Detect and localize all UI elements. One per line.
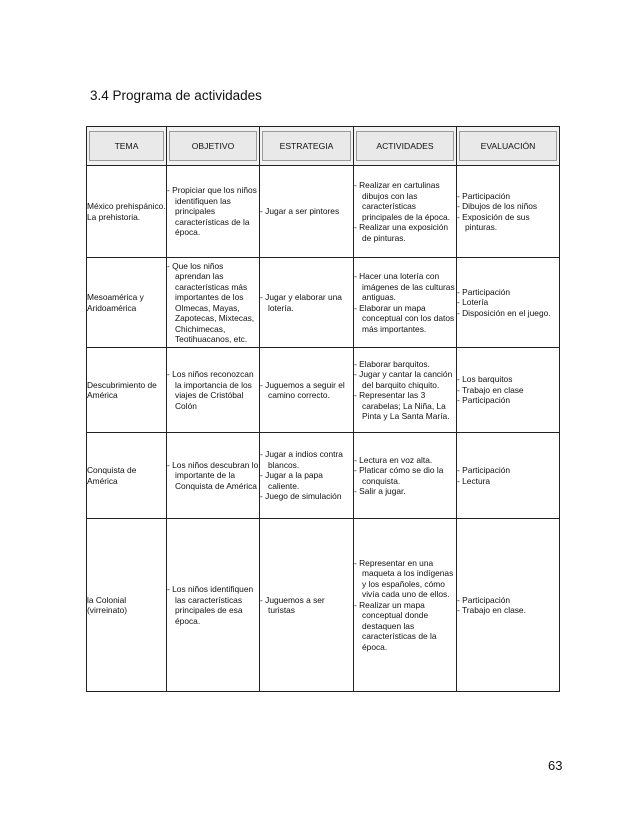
list-item: - Jugar a indios contra blancos. [260,449,353,470]
header-estrategia [260,127,354,166]
estrategia-list [260,449,353,502]
objetivo-cell [167,519,260,692]
evaluacion-cell [457,519,560,692]
header-objetivo [167,127,260,166]
estrategia-list [260,380,353,401]
objetivo-list [167,584,259,626]
table-row [87,166,560,258]
list-item: - Propiciar que los niños identifiquen las principales características de la época. [167,185,259,238]
list-item: - Platicar cómo se dio la conquista. [354,465,456,486]
estrategia-list [260,292,353,313]
list-item: - Hacer una lotería con imágenes de las culturas antiguas. [354,271,456,303]
header-evaluacion [457,127,560,166]
list-item: - Realizar una exposición de pinturas. [354,222,456,243]
actividades-list [354,271,456,334]
list-item: - Lectura en voz alta. [354,455,456,466]
objetivo-cell [167,348,260,433]
actividades-cell [354,433,457,519]
actividades-cell [354,348,457,433]
header-tema [87,127,167,166]
list-item: - Juego de simulación [260,491,353,502]
evaluacion-list [457,191,559,233]
evaluacion-cell [457,433,560,519]
header-actividades-label: ACTIVIDADES [356,131,454,161]
estrategia-cell [260,166,354,258]
list-item: - Elaborar un mapa conceptual con los datos más importantes. [354,303,456,335]
evaluacion-list [457,465,559,486]
table-row [87,433,560,519]
list-item: - Realizar un mapa conceptual donde destaquen las características de la época. [354,600,456,653]
list-item: - Lotería [457,297,559,308]
page-title: 3.4 Programa de actividades [90,88,262,103]
list-item: - Disposición en el juego. [457,308,559,319]
estrategia-cell [260,519,354,692]
objetivo-list [167,460,259,492]
actividades-cell [354,258,457,348]
tema-cell: México prehispánico. La prehistoria. [87,166,167,258]
actividades-cell [354,166,457,258]
list-item: - Los barquitos [457,374,559,385]
actividades-list [354,180,456,243]
list-item: - Participación [457,465,559,476]
objetivo-cell [167,433,260,519]
list-item: - Participación [457,595,559,606]
tema-cell: Mesoamérica y Aridoamérica [87,258,167,348]
list-item: - Juguemos a ser turistas [260,595,353,616]
header-objetivo-label: OBJETIVO [169,131,257,161]
list-item: - Que los niños aprendan las características más importantes de los Olmecas, Mayas, Zapotecas, Mixtecas, Chichimecas, Teotihuacanos, etc. [167,261,259,345]
list-item: - Representar las 3 carabelas; La Niña, La Pinta y La Santa María. [354,390,456,422]
estrategia-list [260,595,353,616]
tema-cell: la Colonial (virreinato) [87,519,167,692]
estrategia-list [260,206,353,217]
objetivo-cell [167,166,260,258]
list-item: - Los niños descubran lo importante de la Conquista de América [167,460,259,492]
list-item: - Los niños identifiquen las características principales de esa época. [167,584,259,626]
list-item: - Juguemos a seguir el camino correcto. [260,380,353,401]
evaluacion-cell [457,348,560,433]
list-item: - Participación [457,395,559,406]
list-item: - Jugar y elaborar una lotería. [260,292,353,313]
table-row [87,348,560,433]
objetivo-list [167,369,259,411]
evaluacion-list [457,595,559,616]
list-item: - Salir a jugar. [354,486,456,497]
header-estrategia-label: ESTRATEGIA [262,131,351,161]
list-item: - Realizar en cartulinas dibujos con las características principales de la época. [354,180,456,222]
list-item: - Jugar a la papa caliente. [260,470,353,491]
estrategia-cell [260,348,354,433]
table-body [87,166,560,692]
list-item: - Dibujos de los niños [457,201,559,212]
table-row [87,258,560,348]
page-number: 63 [548,758,563,773]
list-item: - Exposición de sus pinturas. [457,212,559,233]
estrategia-cell [260,433,354,519]
list-item: - Participación [457,191,559,202]
estrategia-cell [260,258,354,348]
evaluacion-list [457,287,559,319]
list-item: - Jugar y cantar la canción del barquito chiquito. [354,369,456,390]
list-item: - Los niños reconozcan la importancia de los viajes de Cristóbal Colón [167,369,259,411]
table-row [87,519,560,692]
tema-cell: Conquista de América [87,433,167,519]
list-item: - Jugar a ser pintores [260,206,353,217]
actividades-list [354,558,456,653]
actividades-list [354,359,456,422]
list-item: - Trabajo en clase. [457,605,559,616]
objetivo-list [167,185,259,238]
actividades-list [354,455,456,497]
list-item: - Trabajo en clase [457,385,559,396]
objetivo-cell [167,258,260,348]
evaluacion-cell [457,258,560,348]
tema-cell: Descubrimiento de América [87,348,167,433]
objetivo-list [167,261,259,345]
evaluacion-cell [457,166,560,258]
header-actividades [354,127,457,166]
list-item: - Lectura [457,476,559,487]
evaluacion-list [457,374,559,406]
list-item: - Participación [457,287,559,298]
list-item: - Representar en una maqueta a los indígenas y los españoles, cómo vivía cada uno de ellos. [354,558,456,600]
header-tema-label: TEMA [89,131,164,161]
list-item: - Elaborar barquitos. [354,359,456,370]
activities-table [86,126,560,692]
header-evaluacion-label: EVALUACIÓN [459,131,557,161]
table-header-row [87,127,560,166]
actividades-cell [354,519,457,692]
